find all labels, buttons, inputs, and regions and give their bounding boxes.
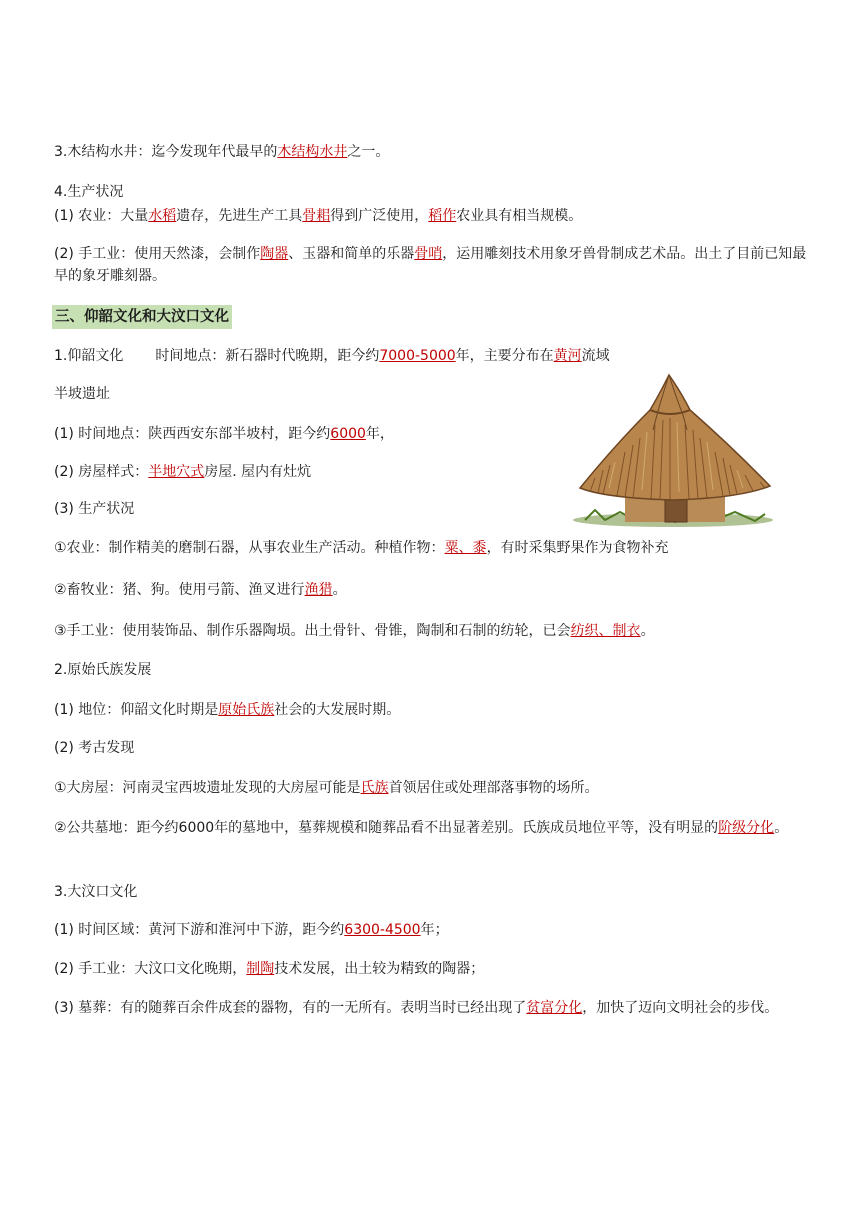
clan-status: (1) 地位：仰韶文化时期是原始氏族社会的大发展时期。 [54, 702, 401, 718]
banpo-house: (2) 房屋样式：半地穴式房屋. 屋内有灶炕 [54, 464, 312, 480]
dawenkou-craft: (2) 手工业：大汶口文化晚期，制陶技术发展，出土较为精致的陶器； [54, 961, 485, 977]
well-line: 3.木结构水井：迄今发现年代最早的木结构水井之一。 [54, 144, 390, 160]
yangshao-line: 1.仰韶文化 时间地点：新石器时代晚期，距今约7000-5000年，主要分布在黄河流域 [54, 348, 610, 364]
banpo-title: 半坡遗址 [54, 386, 110, 402]
craft-paragraph: (2) 手工业：使用天然漆，会制作陶器、玉器和简单的乐器骨哨，运用雕刻技术用象牙兽骨制成艺术品。出土了目前已知最早的象牙雕刻器。 [54, 246, 807, 284]
production-title: 4.生产状况 [54, 184, 124, 200]
banpo-time: (1) 时间地点：陕西西安东部半坡村，距今约6000年， [54, 426, 394, 442]
clan-archaeology: (2) 考古发现 [54, 740, 135, 756]
thatched-hut-illustration [565, 370, 780, 530]
dawenkou-time: (1) 时间区域：黄河下游和淮河中下游，距今约6300-4500年； [54, 922, 449, 938]
section-heading: 三、仰韶文化和大汶口文化 [52, 305, 232, 329]
banpo-craft: ③手工业：使用装饰品、制作乐器陶埙。出土骨针、骨锥，陶制和石制的纺轮，已会纺织、制衣。 [54, 623, 655, 639]
clan-big-house: ①大房屋：河南灵宝西坡遗址发现的大房屋可能是氏族首领居住或处理部落事物的场所。 [54, 780, 599, 796]
clan-title: 2.原始氏族发展 [54, 662, 152, 678]
highlight-term: 木结构水井 [277, 144, 348, 160]
dawenkou-title: 3.大汶口文化 [54, 884, 138, 900]
banpo-husbandry: ②畜牧业：猪、狗。使用弓箭、渔叉进行渔猎。 [54, 582, 347, 598]
dawenkou-burial: (3) 墓葬：有的随葬百余件成套的器物，有的一无所有。表明当时已经出现了贫富分化，加快了迈向文明社会的步伐。 [54, 1000, 779, 1016]
banpo-agri: ①农业：制作精美的磨制石器，从事农业生产活动。种植作物：粟、黍，有时采集野果作为食物补充 [54, 540, 669, 556]
clan-cemetery: ②公共墓地：距今约6000年的墓地中，墓葬规模和随葬品看不出显著差别。氏族成员地位平等，没有明显的阶级分化。 [54, 820, 789, 836]
banpo-production: (3) 生产状况 [54, 501, 135, 517]
agri-line: (1) 农业：大量水稻遗存，先进生产工具骨耜得到广泛使用，稻作农业具有相当规模。 [54, 208, 583, 224]
